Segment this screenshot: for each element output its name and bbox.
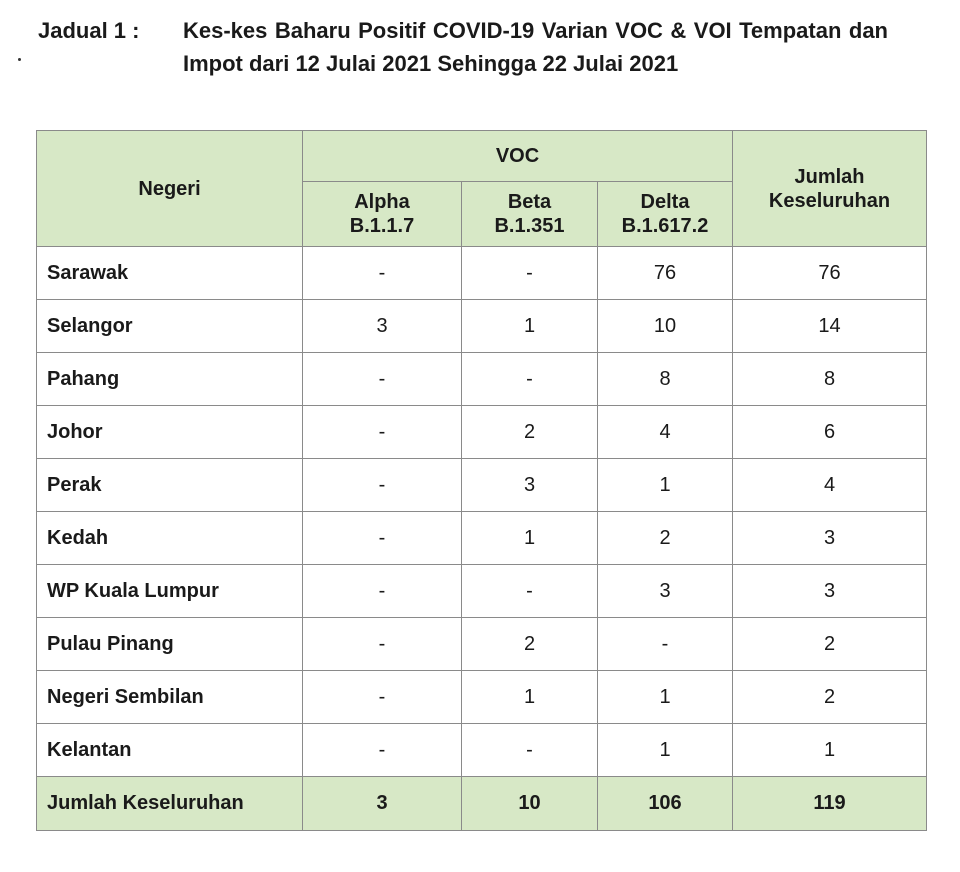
header-total [733, 131, 927, 247]
cell-delta: 3 [598, 565, 733, 618]
cell-beta: - [462, 353, 598, 406]
cell-beta: 3 [462, 459, 598, 512]
cell-negeri: Kelantan [37, 724, 303, 777]
cell-alpha: - [303, 353, 462, 406]
cell-negeri: Perak [37, 459, 303, 512]
cell-alpha: - [303, 724, 462, 777]
table-row [37, 565, 927, 618]
stray-dot [18, 58, 21, 61]
cell-beta: - [462, 724, 598, 777]
cell-total: 8 [733, 353, 927, 406]
table-row [37, 247, 927, 300]
header-delta-lineage: B.1.617.2 [621, 215, 709, 237]
cell-alpha: - [303, 247, 462, 300]
header-delta [598, 182, 733, 247]
cell-delta: 1 [598, 671, 733, 724]
cell-alpha: - [303, 512, 462, 565]
cell-alpha: 3 [303, 300, 462, 353]
table-row [37, 459, 927, 512]
cell-beta: - [462, 247, 598, 300]
header-alpha-name: Alpha [354, 191, 410, 213]
cell-total: 1 [733, 724, 927, 777]
table-row [37, 618, 927, 671]
cell-beta: 1 [462, 300, 598, 353]
header-voc: VOC [303, 131, 733, 182]
total-cell-total: 119 [733, 777, 927, 831]
table-row [37, 406, 927, 459]
cell-total: 3 [733, 512, 927, 565]
cell-delta: 4 [598, 406, 733, 459]
cell-negeri: Pahang [37, 353, 303, 406]
cell-negeri: Selangor [37, 300, 303, 353]
table-row [37, 724, 927, 777]
cell-delta: - [598, 618, 733, 671]
total-cell-negeri: Jumlah Keseluruhan [37, 777, 303, 831]
cell-beta: 2 [462, 406, 598, 459]
header-beta-name: Beta [507, 191, 552, 213]
cell-negeri: Johor [37, 406, 303, 459]
cell-beta: - [462, 565, 598, 618]
cell-negeri: WP Kuala Lumpur [37, 565, 303, 618]
cell-alpha: - [303, 565, 462, 618]
header-total-line2: Keseluruhan [768, 189, 891, 212]
cell-negeri: Pulau Pinang [37, 618, 303, 671]
total-cell-beta: 10 [462, 777, 598, 831]
cell-alpha: - [303, 406, 462, 459]
cell-total: 3 [733, 565, 927, 618]
cell-total: 2 [733, 671, 927, 724]
header-total-line1: Jumlah [794, 165, 865, 188]
total-cell-alpha: 3 [303, 777, 462, 831]
cell-delta: 8 [598, 353, 733, 406]
header-negeri: Negeri [37, 131, 303, 247]
header-beta-lineage: B.1.351 [494, 215, 565, 237]
cell-beta: 2 [462, 618, 598, 671]
cell-beta: 1 [462, 671, 598, 724]
cell-negeri: Sarawak [37, 247, 303, 300]
cell-delta: 1 [598, 459, 733, 512]
caption-text: Kes-kes Baharu Positif COVID-19 Varian VOC & VOI Tempatan dan Impot dari 12 Julai 2021 Sehingga 22 Julai 2021 [183, 18, 888, 76]
cell-negeri: Kedah [37, 512, 303, 565]
cell-total: 76 [733, 247, 927, 300]
cell-delta: 2 [598, 512, 733, 565]
table-row [37, 300, 927, 353]
cell-alpha: - [303, 459, 462, 512]
cell-beta: 1 [462, 512, 598, 565]
cell-negeri: Negeri Sembilan [37, 671, 303, 724]
cell-total: 4 [733, 459, 927, 512]
header-delta-name: Delta [640, 191, 690, 213]
cell-alpha: - [303, 618, 462, 671]
table-row [37, 671, 927, 724]
total-row [37, 777, 927, 831]
caption-label: Jadual 1 : [38, 18, 140, 43]
cell-delta: 1 [598, 724, 733, 777]
cell-alpha: - [303, 671, 462, 724]
cell-delta: 10 [598, 300, 733, 353]
cases-table [36, 130, 927, 831]
table-row [37, 512, 927, 565]
total-cell-delta: 106 [598, 777, 733, 831]
cell-delta: 76 [598, 247, 733, 300]
cell-total: 14 [733, 300, 927, 353]
header-beta [462, 182, 598, 247]
table-row [37, 353, 927, 406]
header-alpha [303, 182, 462, 247]
cell-total: 6 [733, 406, 927, 459]
header-alpha-lineage: B.1.1.7 [349, 215, 415, 237]
header-row-top [37, 131, 927, 182]
cell-total: 2 [733, 618, 927, 671]
